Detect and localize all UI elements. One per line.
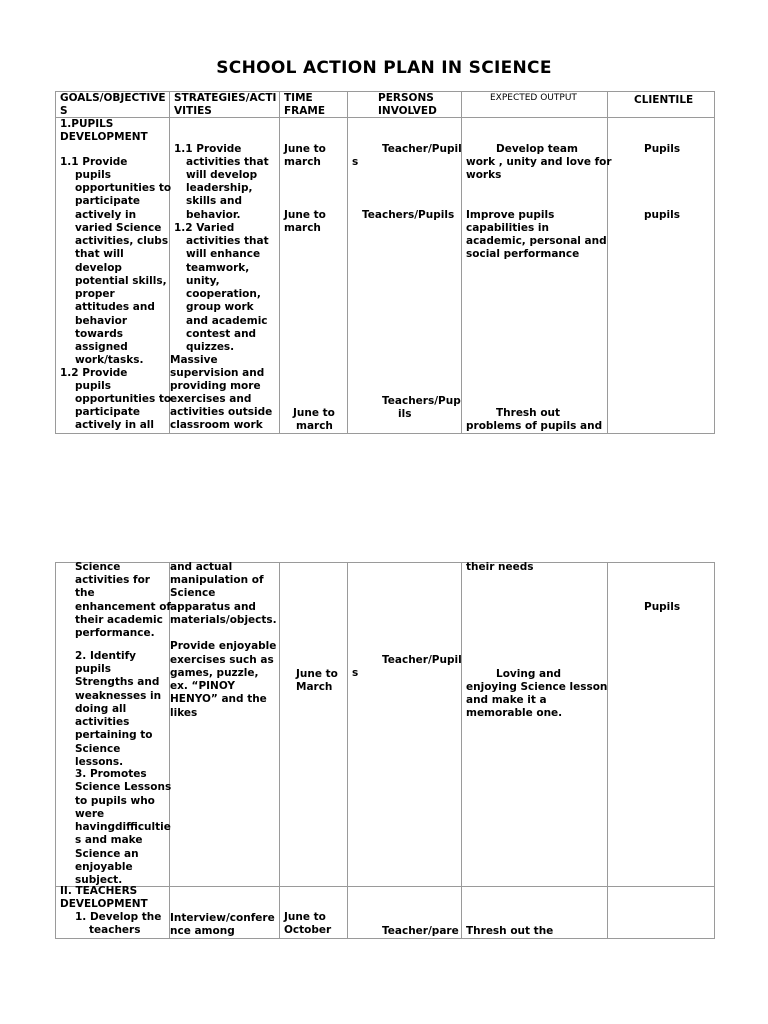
header-expected-output: EXPECTED OUTPUT xyxy=(462,92,608,118)
goals-cell: 1.PUPILS DEVELOPMENT 1.1 Provide pupils opportunities to participate actively in varied Science activities, clubs that will develop potential skills, proper attitudes and behavior towards assigned work/tasks. 1.2 Provide pupils opportunities to participate actively in all xyxy=(56,118,170,434)
strategies-cell: 1.1 Provide activities that will develop leadership, skills and behavior. 1.2 Varied activities that will enhance teamwork, unity, cooperation, group work and academic contest and quizzes. Massive supervision and providing more exercises and activities outside classroom work xyxy=(170,118,280,434)
table-row xyxy=(56,118,715,434)
time-frame-cell: June to march June to march June to march xyxy=(280,118,348,434)
strategies-cell: and actual manipulation of Science apparatus and materials/objects. Provide enjoyable exercises such as games, puzzle, ex. “PINOY HENYO” and the likes xyxy=(170,563,280,887)
time-frame-cell: June to October xyxy=(280,887,348,939)
clientele-cell: Pupils pupils xyxy=(608,118,715,434)
header-goals: GOALS/OBJECTIVE S xyxy=(56,92,170,118)
strategies-cell: Interview/confere nce among xyxy=(170,887,280,939)
header-strategies: STRATEGIES/ACTI VITIES xyxy=(170,92,280,118)
expected-output-cell: their needs Loving and enjoying Science lesson and make it a memorable one. xyxy=(462,563,608,887)
table-header-row xyxy=(56,92,715,118)
persons-involved-cell: Teacher/Pupil s xyxy=(348,563,462,887)
table-row xyxy=(56,887,715,939)
header-clientele: CLIENTILE xyxy=(608,92,715,118)
persons-involved-cell: Teacher/pare xyxy=(348,887,462,939)
persons-involved-cell: Teacher/Pupil s Teachers/Pupils Teachers/Pup ils xyxy=(348,118,462,434)
clientele-cell: Pupils xyxy=(608,563,715,887)
action-plan-table-page-2 xyxy=(55,562,715,939)
expected-output-cell: Thresh out the xyxy=(462,887,608,939)
time-frame-cell: June to March xyxy=(280,563,348,887)
expected-output-cell: Develop team work , unity and love for works Improve pupils capabilities in academic, personal and social performance Thresh out problems of pupils and xyxy=(462,118,608,434)
document-title: SCHOOL ACTION PLAN IN SCIENCE xyxy=(216,58,552,78)
goals-cell: Science activities for the enhancement of their academic performance. 2. Identify pupils Strengths and weaknesses in doing all activities pertaining to Science lessons. 3. Promotes Science Lessons to pupils who were havingdifficultie s and make Science an enjoyable subject. xyxy=(56,563,170,887)
goals-cell: II. TEACHERS DEVELOPMENT 1. Develop the teachers xyxy=(56,887,170,939)
header-persons-involved: PERSONS INVOLVED xyxy=(348,92,462,118)
header-time-frame: TIME FRAME xyxy=(280,92,348,118)
table-row xyxy=(56,563,715,887)
clientele-cell xyxy=(608,887,715,939)
action-plan-table-page-1 xyxy=(55,91,715,434)
